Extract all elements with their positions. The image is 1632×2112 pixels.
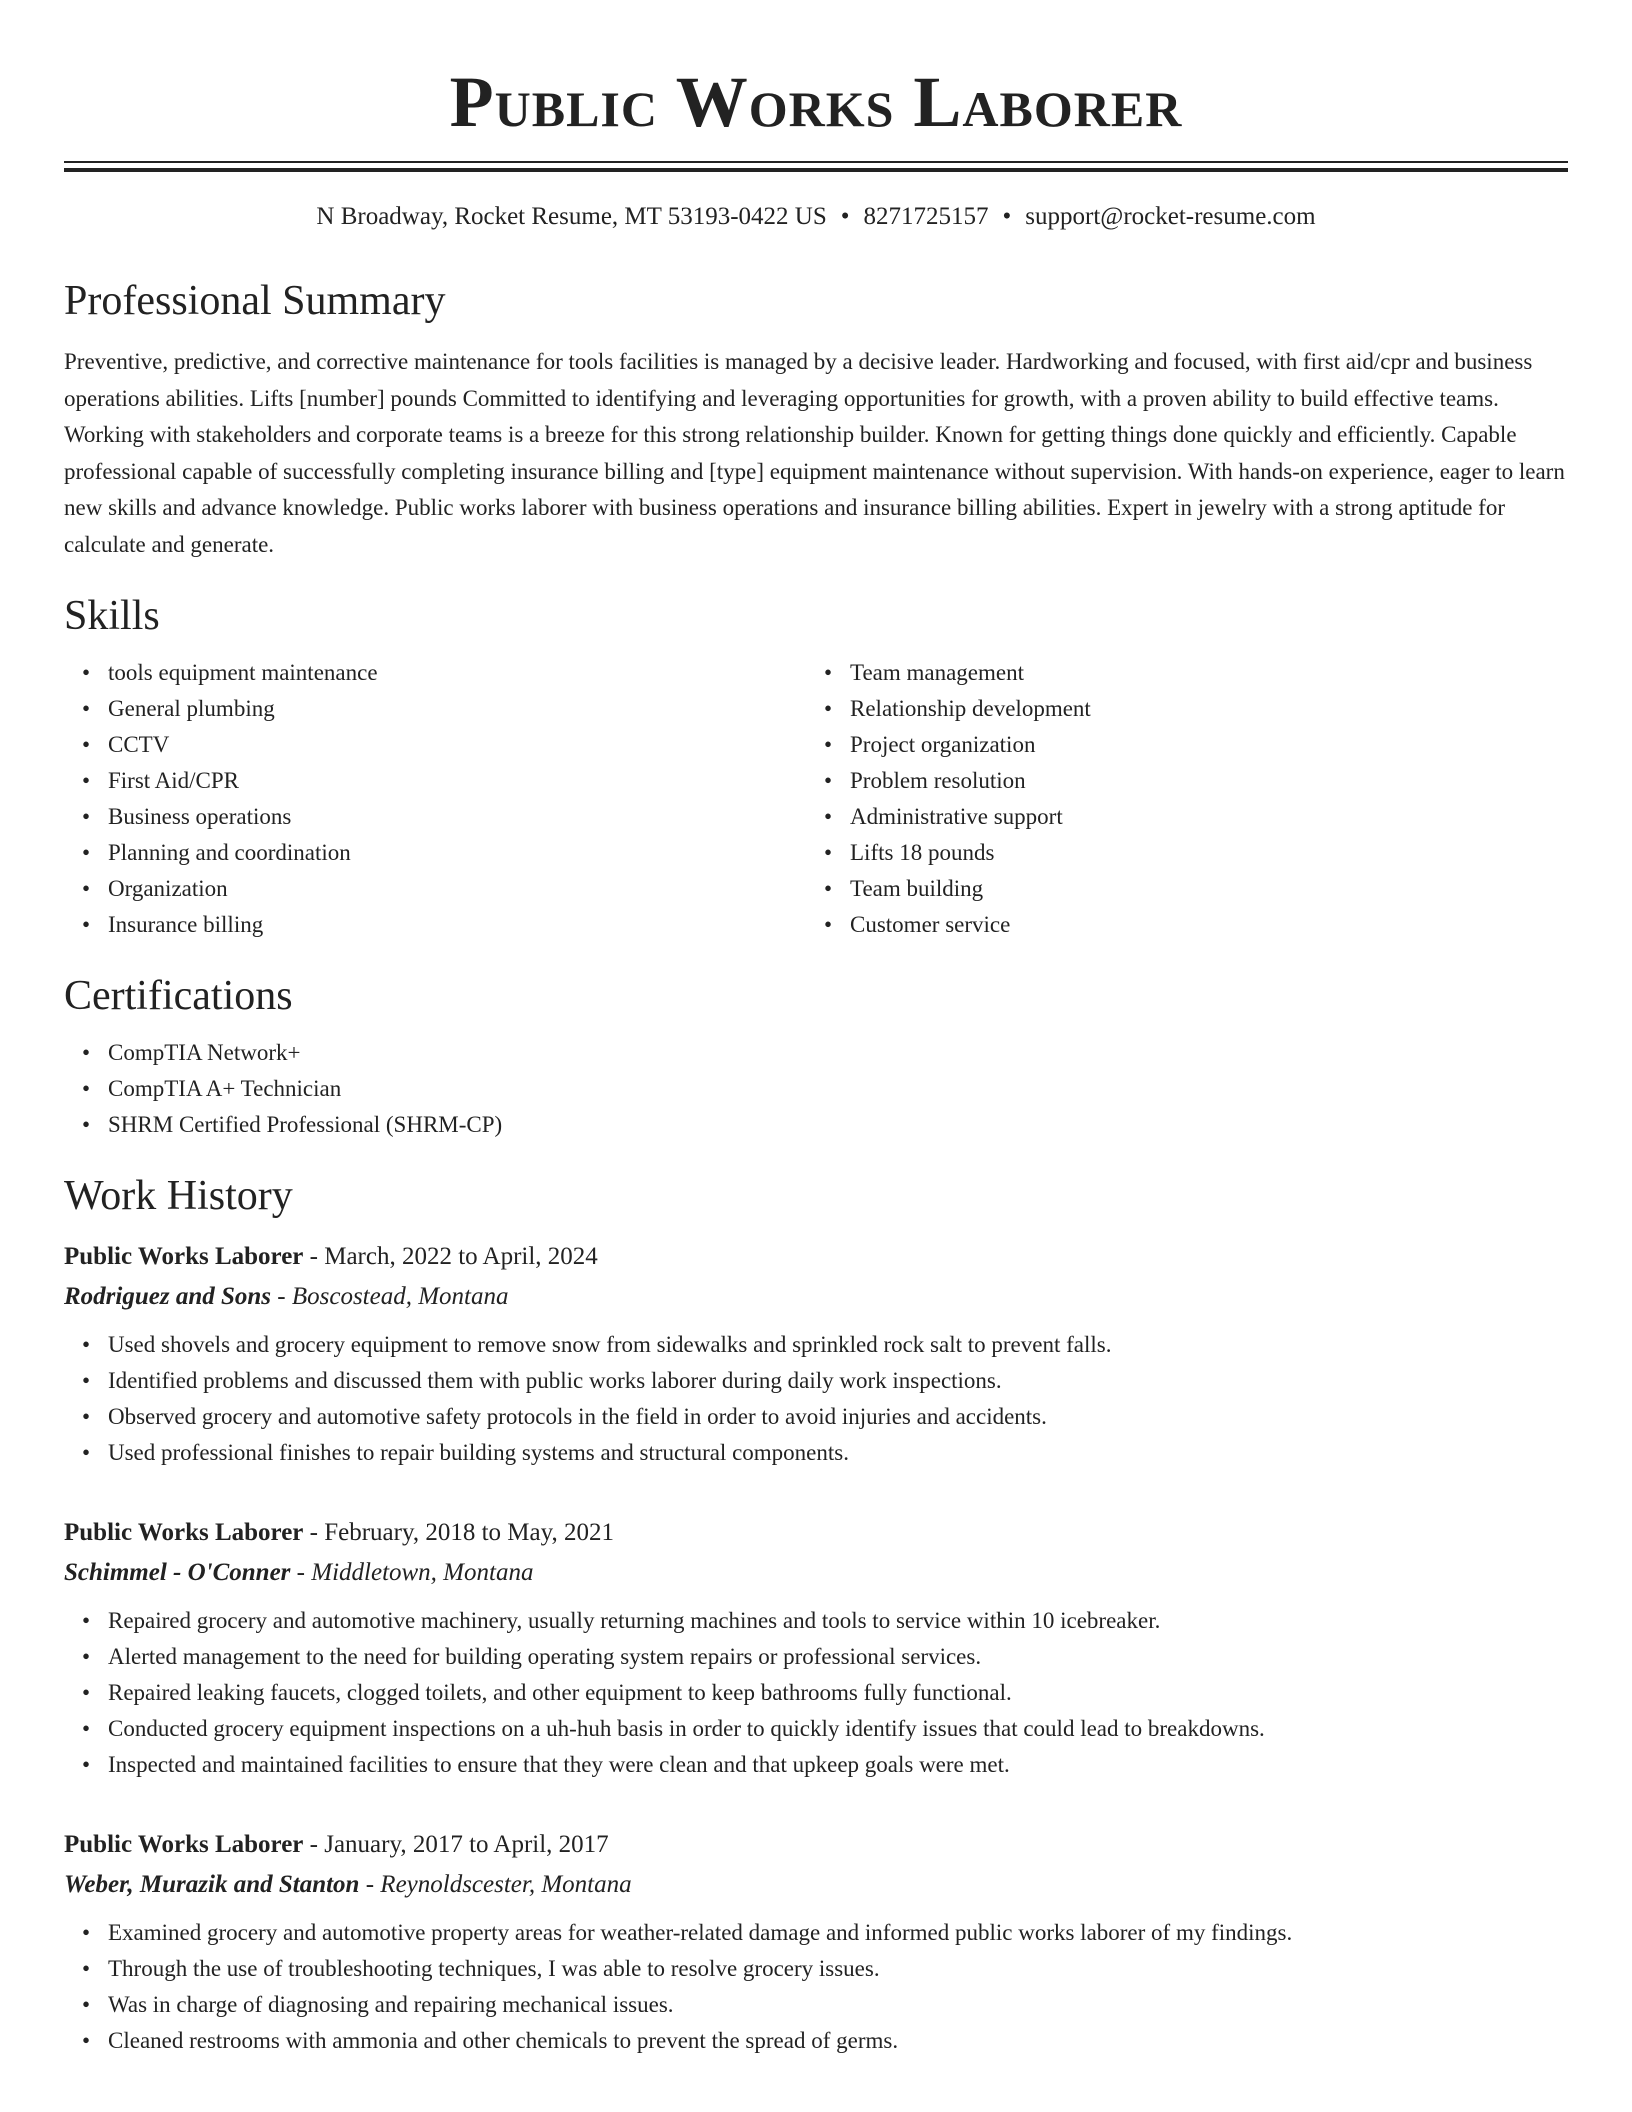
bullet-dot: • [824, 732, 833, 757]
contact-separator: • [1002, 203, 1012, 230]
skill-label: Customer service [850, 912, 1011, 937]
job-title: Public Works Laborer [64, 1831, 304, 1858]
bullet-dot: • [824, 876, 833, 901]
skill-label: Team building [850, 876, 984, 901]
bullet-dot: • [82, 2028, 91, 2053]
summary-heading: Professional Summary [64, 278, 446, 324]
certification-item [64, 1107, 1568, 1143]
job-bullet-text: Inspected and maintained facilities to ensure that they were clean and that upkeep goals were met. [108, 1752, 1010, 1777]
skill-item [806, 871, 1548, 907]
contact-email: support@rocket-resume.com [1025, 203, 1316, 230]
job-bullet [64, 1987, 1568, 2023]
company-location: Reynoldscester, Montana [380, 1871, 632, 1898]
bullet-dot: • [82, 1368, 91, 1393]
job-bullet [64, 1915, 1568, 1951]
bullet-dot: • [824, 768, 833, 793]
bullet-dot: • [82, 912, 91, 937]
skill-item [806, 727, 1548, 763]
job-bullet-text: Used professional finishes to repair building systems and structural components. [108, 1440, 849, 1465]
company-line: Rodriguez and Sons - Boscostead, Montana [64, 1283, 509, 1310]
job-bullet-text: Through the use of troubleshooting techniques, I was able to resolve grocery issues. [108, 1956, 880, 1981]
bullet-dot: • [824, 912, 833, 937]
bullet-dot: • [82, 1920, 91, 1945]
bullet-dot: • [824, 696, 833, 721]
skill-label: Administrative support [850, 804, 1063, 829]
company-name: Schimmel - O'Conner [64, 1559, 291, 1586]
bullet-dot: • [82, 1076, 91, 1101]
job-bullet-text: Conducted grocery equipment inspections on a uh-huh basis in order to quickly identify issues that could lead to breakdowns. [108, 1716, 1265, 1741]
skill-item [806, 763, 1548, 799]
job-bullet [64, 1603, 1568, 1639]
title-divider-thick [64, 168, 1568, 172]
skill-item [64, 907, 806, 943]
job-title-line: Public Works Laborer - March, 2022 to April, 2024 [64, 1243, 598, 1270]
job-bullet-text: Observed grocery and automotive safety protocols in the field in order to avoid injuries and accidents. [108, 1404, 1047, 1429]
job-entry [64, 1237, 1568, 1471]
bullet-dot: • [82, 1644, 91, 1669]
job-bullet [64, 1675, 1568, 1711]
bullet-dot: • [82, 876, 91, 901]
skill-item [806, 655, 1548, 691]
job-bullet-text: Repaired grocery and automotive machinery, usually returning machines and tools to service within 10 icebreaker. [108, 1608, 1161, 1633]
skill-item [64, 835, 806, 871]
job-bullet [64, 2023, 1568, 2059]
skill-label: Planning and coordination [108, 840, 351, 865]
job-entry [64, 1825, 1568, 2059]
skill-label: Relationship development [850, 696, 1091, 721]
job-bullet [64, 1711, 1568, 1747]
job-bullet-text: Used shovels and grocery equipment to remove snow from sidewalks and sprinkled rock salt to prevent falls. [108, 1332, 1112, 1357]
bullet-dot: • [82, 1680, 91, 1705]
job-title: Public Works Laborer [64, 1243, 304, 1270]
job-bullet [64, 1951, 1568, 1987]
skill-item [64, 691, 806, 727]
bullet-dot: • [824, 660, 833, 685]
job-bullet-text: Examined grocery and automotive property areas for weather-related damage and informed public works laborer of my findings. [108, 1920, 1293, 1945]
bullet-dot: • [824, 840, 833, 865]
skill-item [806, 691, 1548, 727]
skill-item [806, 835, 1548, 871]
skills-list-right [806, 655, 1548, 943]
summary-text: Preventive, predictive, and corrective maintenance for tools facilities is managed by a decisive leader. Hardworking and focused, with first aid/cpr and business operations abilities. Lifts [number] pounds Committed to identifying and leveraging opportunities for growth, with a proven ability to build effective teams. Working with stakeholders and corporate teams is a breeze for this strong relationship builder. Known for getting things done quickly and efficiently. Capable professional capable of successfully completing insurance billing and [type] equipment maintenance without supervision. With hands-on experience, eager to learn new skills and advance knowledge. Public works laborer with business operations and insurance billing abilities. Expert in jewelry with a strong aptitude for calculate and generate. [64, 349, 1565, 557]
job-bullet-text: Alerted management to the need for building operating system repairs or professional services. [108, 1644, 982, 1669]
skill-label: Business operations [108, 804, 292, 829]
certification-item [64, 1035, 1568, 1071]
job-bullet-list [64, 1327, 1568, 1471]
skill-label: Project organization [850, 732, 1036, 757]
bullet-dot: • [82, 1992, 91, 2017]
bullet-dot: • [82, 1716, 91, 1741]
job-dates: March, 2022 to April, 2024 [324, 1243, 598, 1270]
job-bullet-text: Cleaned restrooms with ammonia and other chemicals to prevent the spread of germs. [108, 2028, 899, 2053]
skill-item [806, 799, 1548, 835]
contact-line [64, 200, 1568, 234]
skills-grid [64, 655, 1568, 943]
job-bullet [64, 1363, 1568, 1399]
skill-label: Organization [108, 876, 228, 901]
job-dates: January, 2017 to April, 2017 [324, 1831, 609, 1858]
skill-item [64, 871, 806, 907]
contact-phone: 8271725157 [863, 203, 989, 230]
company-line: Weber, Murazik and Stanton - Reynoldscester, Montana [64, 1871, 632, 1898]
job-title: Public Works Laborer [64, 1519, 304, 1546]
company-location: Boscostead, Montana [291, 1283, 509, 1310]
skill-label: Team management [850, 660, 1025, 685]
job-bullet [64, 1399, 1568, 1435]
skill-label: Problem resolution [850, 768, 1026, 793]
bullet-dot: • [82, 804, 91, 829]
bullet-dot: • [82, 1112, 91, 1137]
skill-label: First Aid/CPR [108, 768, 240, 793]
certification-label: CompTIA A+ Technician [108, 1076, 342, 1101]
certifications-heading: Certifications [64, 973, 293, 1019]
skill-item [806, 907, 1548, 943]
company-line: Schimmel - O'Conner - Middletown, Montana [64, 1559, 534, 1586]
certifications-list [64, 1035, 1568, 1143]
bullet-dot: • [82, 660, 91, 685]
title-divider-thin [64, 161, 1568, 163]
resume-title: Public Works Laborer [449, 62, 1183, 142]
job-bullet-text: Identified problems and discussed them with public works laborer during daily work inspections. [108, 1368, 1002, 1393]
bullet-dot: • [82, 840, 91, 865]
job-title-line: Public Works Laborer - January, 2017 to April, 2017 [64, 1831, 609, 1858]
skill-item [64, 799, 806, 835]
skill-label: CCTV [108, 732, 170, 757]
job-dates: February, 2018 to May, 2021 [324, 1519, 614, 1546]
job-bullet-text: Was in charge of diagnosing and repairing mechanical issues. [108, 1992, 674, 2017]
skill-item [64, 763, 806, 799]
certification-label: SHRM Certified Professional (SHRM-CP) [108, 1112, 503, 1137]
job-entry [64, 1513, 1568, 1783]
skill-label: General plumbing [108, 696, 275, 721]
bullet-dot: • [82, 1956, 91, 1981]
bullet-dot: • [82, 1332, 91, 1357]
skills-list-left [64, 655, 806, 943]
work-history-heading: Work History [64, 1173, 293, 1219]
bullet-dot: • [82, 696, 91, 721]
contact-address: N Broadway, Rocket Resume, MT 53193-0422 US [316, 203, 827, 230]
bullet-dot: • [82, 1040, 91, 1065]
bullet-dot: • [82, 732, 91, 757]
bullet-dot: • [82, 1752, 91, 1777]
job-bullet-text: Repaired leaking faucets, clogged toilets, and other equipment to keep bathrooms fully functional. [108, 1680, 1012, 1705]
certification-label: CompTIA Network+ [108, 1040, 301, 1065]
skill-label: tools equipment maintenance [108, 660, 378, 685]
job-bullet-list [64, 1915, 1568, 2059]
job-bullet [64, 1435, 1568, 1471]
company-name: Weber, Murazik and Stanton [64, 1871, 360, 1898]
company-name: Rodriguez and Sons [64, 1283, 272, 1310]
job-title-line: Public Works Laborer - February, 2018 to May, 2021 [64, 1519, 614, 1546]
job-bullet [64, 1327, 1568, 1363]
bullet-dot: • [82, 768, 91, 793]
skill-item [64, 655, 806, 691]
company-location: Middletown, Montana [311, 1559, 534, 1586]
skills-heading: Skills [64, 593, 160, 639]
bullet-dot: • [82, 1608, 91, 1633]
job-bullet [64, 1747, 1568, 1783]
job-bullet [64, 1639, 1568, 1675]
bullet-dot: • [824, 804, 833, 829]
contact-separator: • [840, 203, 850, 230]
job-bullet-list [64, 1603, 1568, 1783]
bullet-dot: • [82, 1404, 91, 1429]
skill-label: Insurance billing [108, 912, 264, 937]
bullet-dot: • [82, 1440, 91, 1465]
skill-label: Lifts 18 pounds [850, 840, 995, 865]
skill-item [64, 727, 806, 763]
certification-item [64, 1071, 1568, 1107]
